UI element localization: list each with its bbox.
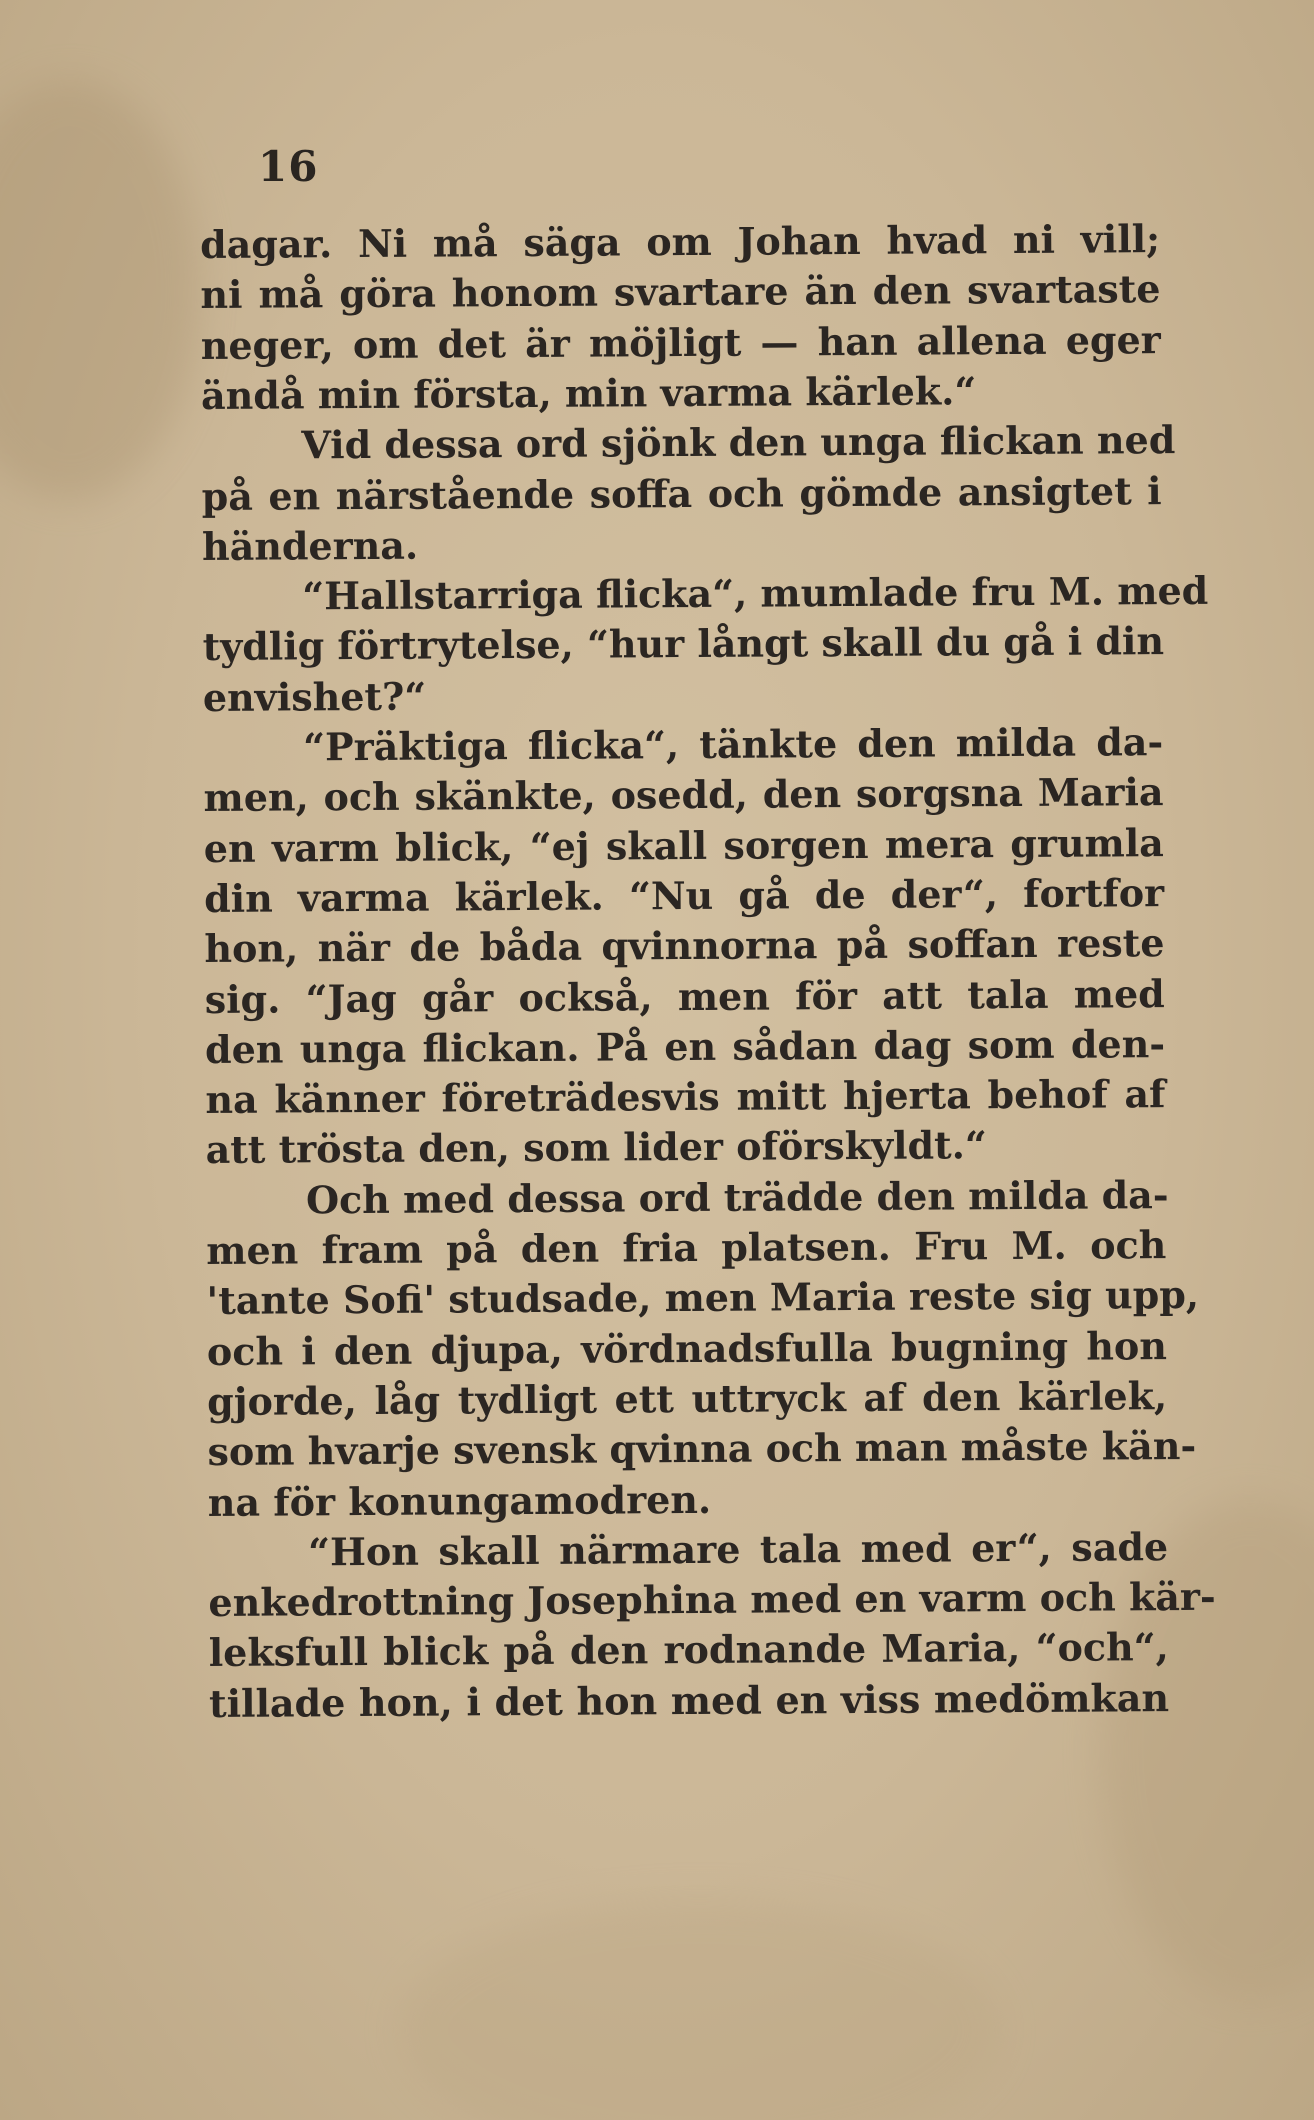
page-number: 16 xyxy=(258,142,319,191)
text-line: som hvarje svensk qvinna och man måste kän- xyxy=(207,1423,1197,1475)
text-line: tydlig förtrytelse, “hur långt skall du gå i din xyxy=(202,618,1165,670)
text-line: händerna. xyxy=(201,522,419,569)
text-line: sig. “Jag går också, men för att tala med xyxy=(204,970,1165,1022)
text-line: na känner företrädesvis mitt hjerta behof af xyxy=(205,1071,1166,1123)
text-line: envishet?“ xyxy=(202,673,427,720)
text-line: enkedrottning Josephina med en varm och kär- xyxy=(208,1573,1216,1626)
text-line: “Hon skall närmare tala med er“, sade xyxy=(307,1523,1169,1575)
text-line: men, och skänkte, osedd, den sorgsna Maria xyxy=(203,769,1164,821)
text-line: neger, om det är möjligt — han allena eger xyxy=(200,316,1161,368)
text-line: din varma kärlek. “Nu gå de der“, fortfor xyxy=(204,870,1165,921)
text-line: och i den djupa, vördnadsfulla bugning hon xyxy=(206,1322,1168,1374)
text-line: 'tante Sofi' studsade, men Maria reste sig upp, xyxy=(206,1272,1200,1324)
paper-stain xyxy=(400,1900,1000,2120)
text-line: dagar. Ni må säga om Johan hvad ni vill; xyxy=(200,216,1161,267)
text-line: Vid dessa ord sjönk den unga flickan ned xyxy=(301,417,1176,468)
text-line: på en närstående soffa och gömde ansigtet i xyxy=(201,467,1162,519)
body-text xyxy=(200,214,1216,1760)
text-line: ni må göra honom svartare än den svartaste xyxy=(200,266,1161,318)
text-line: Och med dessa ord trädde den milda da- xyxy=(305,1171,1169,1223)
text-line: gjorde, låg tydligt ett uttryck af den kärlek, xyxy=(207,1373,1168,1424)
text-line: att trösta den, som lider oförskyldt.“ xyxy=(205,1122,987,1173)
text-line: na för konungamodren. xyxy=(207,1476,712,1525)
text-line: hon, när de båda qvinnorna på soffan reste xyxy=(204,920,1165,972)
text-line: ändå min första, min varma kärlek.“ xyxy=(200,368,977,418)
text-line: “Präktiga flicka“, tänkte den milda da- xyxy=(303,719,1164,770)
text-line: tillade hon, i det hon med en viss medömkan xyxy=(208,1674,1170,1726)
text-line: den unga flickan. På en sådan dag som den- xyxy=(204,1020,1166,1072)
text-line: leksfull blick på den rodnande Maria, “och“, xyxy=(208,1624,1169,1676)
paper-stain xyxy=(0,80,200,500)
text-line: en varm blick, “ej skall sorgen mera grumla xyxy=(203,819,1164,871)
text-line: men fram på den fria platsen. Fru M. och xyxy=(206,1222,1167,1273)
text-line: “Hallstarriga flicka“, mumlade fru M. med xyxy=(302,567,1209,619)
